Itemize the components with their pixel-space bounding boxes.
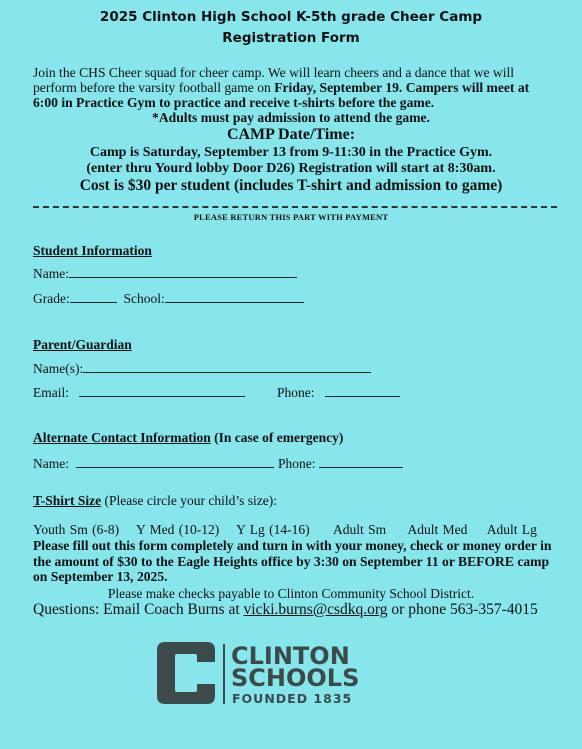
- tshirt-heading-row: [33, 493, 277, 509]
- coach-email-link[interactable]: vicki.burns@csdkq.org: [243, 601, 388, 618]
- tshirt-heading: T-Shirt Size: [33, 493, 102, 508]
- parent-email-line[interactable]: [79, 384, 245, 397]
- alternate-heading: Alternate Contact Information: [33, 430, 211, 445]
- tshirt-instruction: (Please circle your child’s size):: [101, 493, 277, 508]
- camp-enter-line: (enter thru Yourd lobby Door D26) Registration will start at 8:30am.: [86, 161, 496, 176]
- student-name-field[interactable]: [33, 265, 297, 282]
- size-option[interactable]: Y Med (10-12): [136, 522, 220, 537]
- school-line[interactable]: [165, 290, 304, 303]
- alternate-name-line[interactable]: [76, 455, 274, 468]
- camp-date-line: Camp is Saturday, September 13 from 9-11:30 in the Practice Gym.: [89, 145, 493, 160]
- camp-heading: CAMP Date/Time:: [226, 126, 356, 143]
- size-option[interactable]: Y Lg (14-16): [236, 522, 310, 537]
- size-option[interactable]: Adult Med: [407, 522, 468, 537]
- alternate-name-label: Name:: [33, 456, 69, 471]
- intro-line-2b: Friday, September 19. Campers will meet at: [274, 80, 530, 95]
- tshirt-size-options: [33, 522, 550, 538]
- submission-instructions: Please fill out this form completely and turn in with your money, check or money order in the amount of $30 to the Eagle Heights office by 3:30 on September 11 or BEFORE camp on September 13, 2025.: [33, 538, 552, 584]
- parent-heading: Parent/Guardian: [33, 337, 132, 352]
- size-option[interactable]: Adult Lg: [486, 522, 537, 537]
- parent-email-field[interactable]: [33, 384, 245, 401]
- size-option[interactable]: Adult Sm: [333, 522, 387, 537]
- return-instruction: PLEASE RETURN THIS PART WITH PAYMENT: [193, 212, 389, 222]
- alternate-phone-line[interactable]: [319, 455, 403, 468]
- parent-email-label: Email:: [33, 385, 69, 400]
- cut-line: [33, 206, 557, 208]
- intro-line-2a: perform before the varsity football game on: [33, 80, 275, 95]
- alternate-heading-note: (In case of emergency): [210, 430, 344, 445]
- student-grade-school-field[interactable]: [33, 290, 304, 307]
- parent-names-line[interactable]: [83, 360, 371, 373]
- intro-line-3: 6:00 in Practice Gym to practice and receive t-shirts before the game.: [33, 95, 435, 110]
- grade-label: Grade:: [33, 291, 70, 306]
- parent-names-field[interactable]: [33, 360, 371, 377]
- logo-graphic: [155, 640, 385, 706]
- alternate-phone-label: Phone:: [278, 456, 316, 471]
- parent-phone-field[interactable]: [277, 384, 400, 401]
- questions-line: [33, 601, 538, 619]
- clinton-schools-logo: [155, 640, 385, 706]
- checks-payable-note: Please make checks payable to Clinton Community School District.: [107, 586, 475, 601]
- parent-phone-label: Phone:: [277, 385, 315, 400]
- parent-phone-line[interactable]: [325, 384, 400, 397]
- alternate-heading-row: [33, 430, 343, 446]
- grade-line[interactable]: [70, 290, 117, 303]
- alternate-phone-field[interactable]: [278, 455, 403, 472]
- camp-cost-line: Cost is $30 per student (includes T-shirt and admission to game): [79, 177, 503, 194]
- alternate-name-field[interactable]: [33, 455, 274, 472]
- intro-line-1: Join the CHS Cheer squad for cheer camp. We will learn cheers and a dance that we will: [33, 65, 515, 80]
- student-name-label: Name:: [33, 266, 69, 281]
- form-title: 2025 Clinton High School K-5th grade Cheer Camp: [99, 9, 483, 25]
- questions-prefix: Questions: Email Coach Burns at: [33, 601, 244, 618]
- form-subtitle: Registration Form: [222, 30, 360, 46]
- questions-suffix: or phone 563-357-4015: [387, 601, 538, 618]
- logo-line-3: FOUNDED 1835: [232, 691, 353, 706]
- school-label: School:: [123, 291, 165, 306]
- parent-names-label: Name(s):: [33, 361, 84, 376]
- student-heading: Student Information: [33, 243, 152, 258]
- intro-line-2: [33, 80, 553, 96]
- size-option[interactable]: Youth Sm (6-8): [33, 522, 120, 537]
- logo-line-1: CLINTON: [231, 642, 350, 670]
- adults-note: *Adults must pay admission to attend the game.: [152, 110, 430, 125]
- student-name-line[interactable]: [69, 265, 297, 278]
- logo-line-2: SCHOOLS: [231, 664, 360, 692]
